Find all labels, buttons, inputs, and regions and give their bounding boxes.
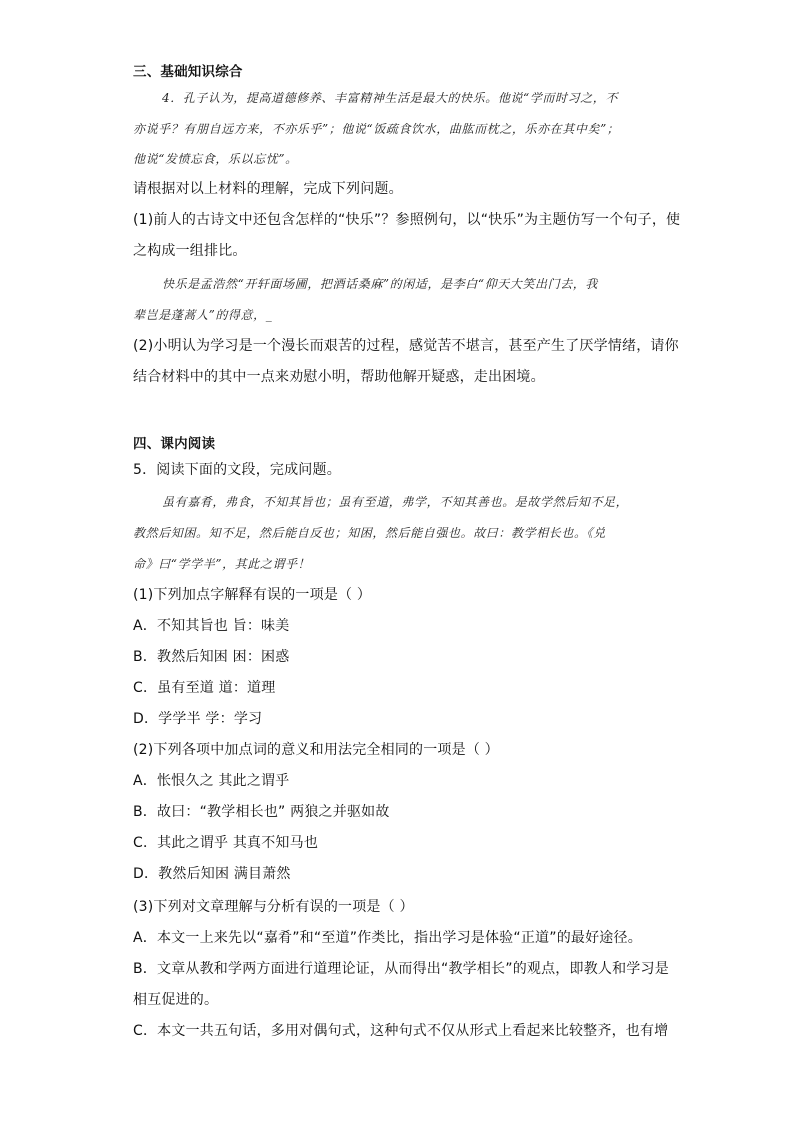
q4-instruction: 请根据对以上材料的理解，完成下列问题。 (133, 181, 403, 197)
q5-sub3-option-b-line-1: B．文章从教和学两方面进行道理论证，从而得出“教学相长”的观点，即教人和学习是 (133, 961, 669, 977)
q5-sub1-option-b: B．教然后知困 困：困惑 (133, 649, 290, 665)
q5-passage-line-2: 教然后知困。知不足，然后能自反也；知困，然后能自强也。故曰：教学相长也。《兑 (133, 526, 606, 540)
q4-example-line-1: 快乐是孟浩然“开轩面场圃，把酒话桑麻”的闲适，是李白“仰天大笑出门去，我 (162, 277, 599, 291)
q5-sub1-option-a: A．不知其旨也 旨：味美 (133, 618, 290, 634)
q5-passage-line-3: 命》曰“学学半”，其此之谓乎！ (133, 557, 311, 571)
q5-sub2-question: (2)下列各项中加点词的意义和用法完全相同的一项是（ ） (133, 742, 499, 758)
q5-sub2-option-b: B．故曰：“教学相长也” 两狼之并驱如故 (133, 804, 390, 820)
q5-stem: 5．阅读下面的文段，完成问题。 (133, 462, 341, 478)
q5-sub3-option-c: C．本文一共五句话，多用对偶句式，这种句式不仅从形式上看起来比较整齐，也有增 (133, 1023, 669, 1039)
q5-sub2-option-a: A．怅恨久之 其此之谓乎 (133, 773, 290, 789)
section-4-heading: 四、课内阅读 (133, 436, 216, 452)
q5-sub3-option-b-line-2: 相互促进的。 (133, 992, 219, 1008)
q4-material-line-3: 他说“发愤忘食，乐以忘忧”。 (133, 152, 298, 166)
q5-sub2-option-d: D．教然后知困 满目萧然 (133, 866, 291, 882)
q4-material-line-1: 4．孔子认为，提高道德修养、丰富精神生活是最大的快乐。他说“学而时习之，不 (162, 91, 618, 105)
q4-sub1-line-2: 之构成一组排比。 (133, 243, 247, 259)
q5-sub1-option-d: D．学学半 学：学习 (133, 711, 263, 727)
q5-sub1-option-c: C．虽有至道 道：道理 (133, 680, 276, 696)
q4-sub2-line-2: 结合材料中的其中一点来劝慰小明，帮助他解开疑惑，走出困境。 (133, 369, 545, 385)
q5-passage-line-1: 虽有嘉肴，弗食，不知其旨也；虽有至道，弗学，不知其善也。是故学然后知不足， (162, 495, 629, 509)
q5-sub3-option-a: A．本文一上来先以“嘉肴”和“至道”作类比，指出学习是体验“正道”的最好途径。 (133, 930, 642, 946)
q5-sub2-option-c: C．其此之谓乎 其真不知马也 (133, 835, 319, 851)
q5-sub1-question: (1)下列加点字解释有误的一项是（ ） (133, 587, 372, 603)
q4-material-line-2: 亦说乎？有朋自远方来，不亦乐乎”；他说“饭疏食饮水，曲肱而枕之，乐亦在其中矣”； (133, 122, 620, 136)
q4-example-line-2: 辈岂是蓬蒿人”的得意，_ (133, 308, 273, 322)
q5-sub3-question: (3)下列对文章理解与分析有误的一项是（ ） (133, 899, 414, 915)
q4-sub1-line-1: (1)前人的古诗文中还包含怎样的“快乐”？参照例句，以“快乐”为主题仿写一个句子，使 (133, 212, 681, 228)
q4-sub2-line-1: (2)小明认为学习是一个漫长而艰苦的过程，感觉苦不堪言，甚至产生了厌学情绪，请你 (133, 338, 679, 354)
section-3-heading: 三、基础知识综合 (133, 64, 243, 80)
